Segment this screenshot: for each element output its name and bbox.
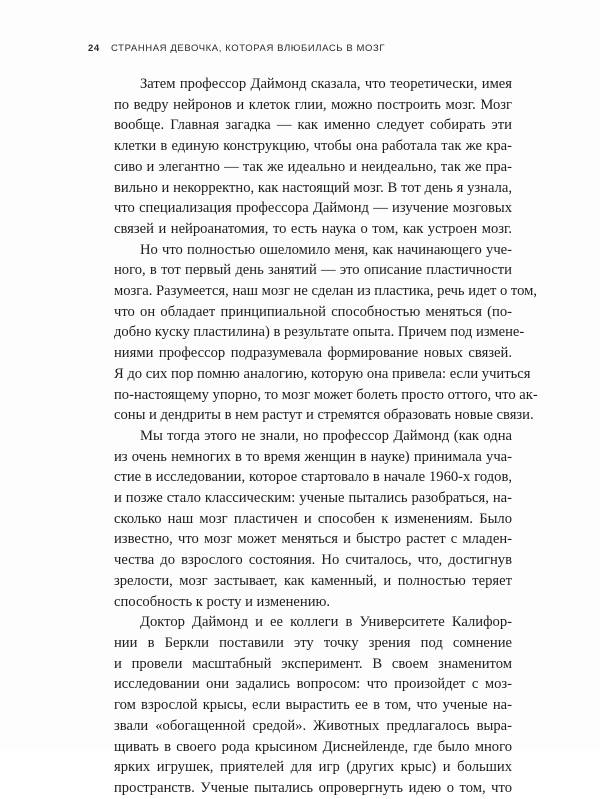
- text-line: соны и дендриты в нем растут и стремятся образовать новые связи.: [114, 407, 534, 424]
- text-line: стие в исследовании, которое стартовало в начале 1960-х годов,: [114, 469, 512, 486]
- text-line: сколько наш мозг пластичен и способен к изменениям. Было: [114, 510, 512, 527]
- page-number: 24: [88, 43, 100, 54]
- text-line: ного, в тот первый день занятий — это описание пластичности: [114, 262, 512, 279]
- text-line: чества до взрослого состояния. Но считалось, что, достигнув: [114, 552, 512, 569]
- text-line: исследовании они задались вопросом: что произойдет с моз-: [114, 676, 512, 693]
- text-line: известно, что мозг может меняться и быстро растет с младен-: [114, 531, 512, 548]
- running-header: [88, 43, 385, 54]
- text-line: добно куску пластилина) в результате опыта. Причем под измене-: [114, 324, 525, 341]
- text-line: пространств. Ученые пытались опровергнуть идею о том, что: [114, 779, 512, 796]
- text-line: Доктор Даймонд и ее коллеги в Университете Калифор-: [140, 614, 512, 631]
- text-line: нии в Беркли поставили эту точку зрения под сомнение: [114, 634, 512, 651]
- running-title: СТРАННАЯ ДЕВОЧКА, КОТОРАЯ ВЛЮБИЛАСЬ В МОЗГ: [111, 43, 386, 54]
- text-line: клетки в единую конструкцию, чтобы она работала так же кра-: [114, 138, 512, 155]
- text-line: и провели масштабный эксперимент. В своем знаменитом: [114, 655, 512, 672]
- text-line: щивать в своего рода крысином Диснейленде, где было много: [114, 738, 512, 755]
- text-line: Я до сих пор помню аналогию, которую она привела: если учиться: [114, 365, 531, 382]
- text-line: зрелости, мозг застывает, как каменный, и полностью теряет: [114, 572, 512, 589]
- paragraph: [88, 612, 512, 798]
- text-line: вообще. Главная загадка — как именно следует собирать эти: [114, 117, 512, 134]
- text-line: что специализация профессора Даймонд — изучение мозговых: [114, 200, 512, 217]
- paragraph: [88, 240, 538, 426]
- text-line: по ведру нейронов и клеток глии, можно построить мозг. Мозг: [114, 96, 512, 113]
- text-line: Затем профессор Даймонд сказала, что теоретически, имея: [140, 76, 512, 92]
- text-line: ярких игрушек, приятелей для игр (других крыс) и больших: [114, 759, 512, 776]
- paragraph: [88, 74, 512, 240]
- text-line: вильно и некорректно, как настоящий мозг. В тот день я узнала,: [114, 179, 512, 196]
- body-text: [88, 74, 538, 799]
- text-line: по-настоящему упорно, то мозг может болеть просто оттого, что ак-: [114, 386, 538, 403]
- text-line: сиво и элегантно — так же идеально и неидеально, так же пра-: [114, 158, 512, 175]
- text-line: что он обладает принципиальной способностью меняться (по-: [114, 303, 512, 320]
- text-line: из очень немногих в то время женщин в науке) принимала уча-: [114, 448, 512, 465]
- text-line: Мы тогда этого не знали, но профессор Даймонд (как одна: [140, 427, 512, 444]
- text-line: способность к росту и изменению.: [114, 593, 331, 610]
- text-line: связей и нейроанатомия, то есть наука о том, как устроен мозг.: [114, 220, 512, 237]
- text-line: звали «обогащенной средой». Животных предлагалось выра-: [114, 717, 512, 734]
- text-line: ниями профессор подразумевала формирование новых связей.: [114, 345, 512, 362]
- text-line: гом взрослой крысы, если вырастить ее в том, что ученые на-: [114, 697, 512, 714]
- text-line: и позже стало классическим: ученые пытались разобраться, на-: [114, 490, 512, 507]
- text-line: мозга. Разумеется, наш мозг не сделан из пластика, речь идет о том,: [114, 283, 538, 300]
- text-line: Но что полностью ошеломило меня, как начинающего уче-: [140, 241, 512, 258]
- paragraph: [88, 426, 512, 612]
